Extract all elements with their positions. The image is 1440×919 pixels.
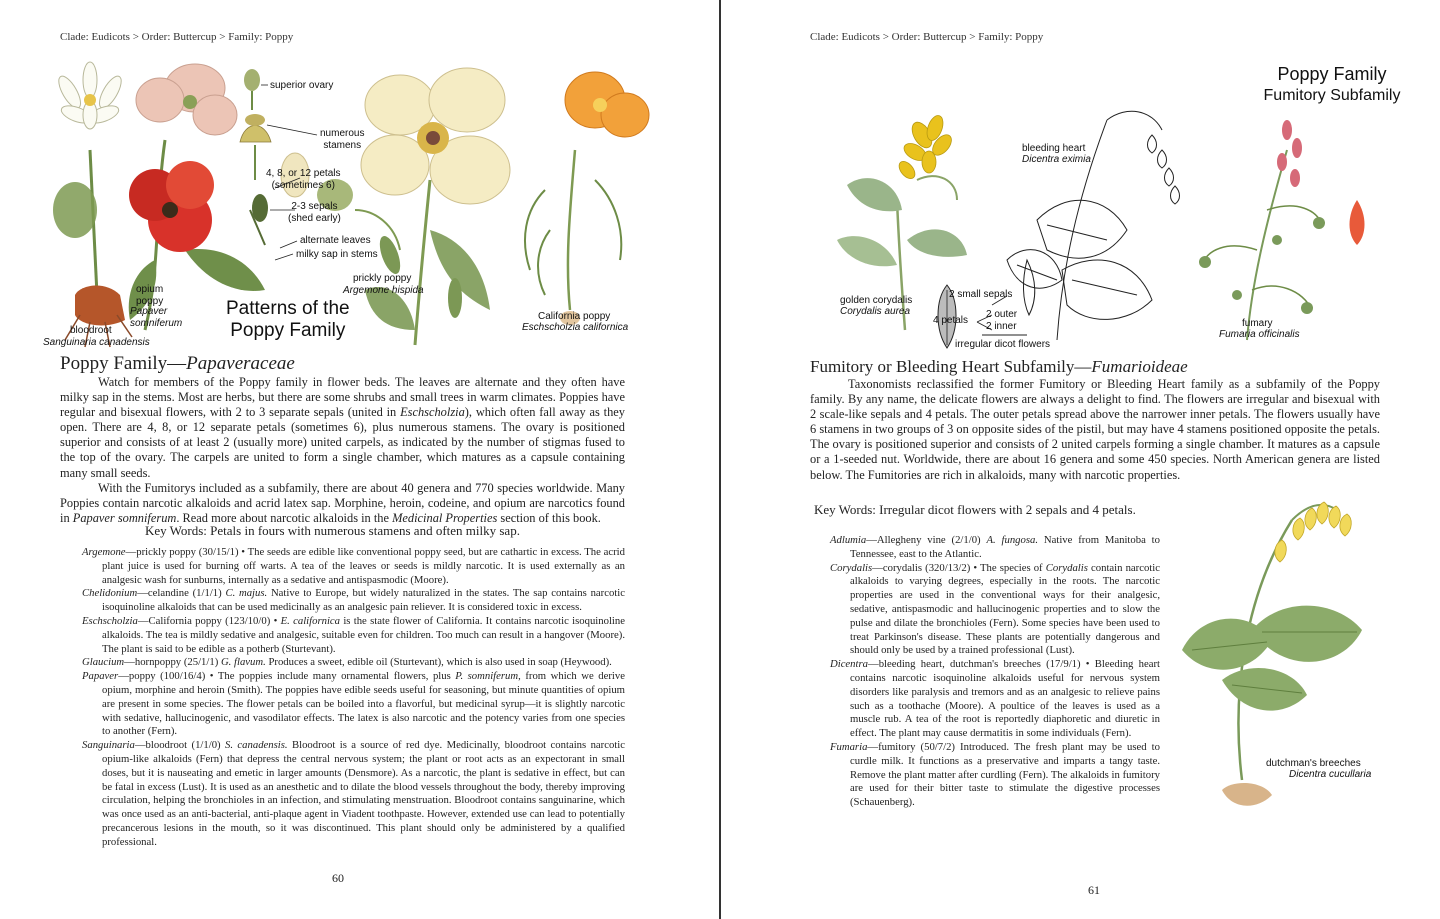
label-two-outer: 2 outer: [986, 309, 1018, 320]
body-paragraph: [60, 481, 625, 526]
label-bleeding-heart-common: bleeding heart: [1022, 143, 1086, 154]
italic-term: Medicinal Properties: [392, 510, 498, 525]
genus-list-right: [830, 534, 1160, 810]
italic-term: Sanguinaria: [82, 739, 135, 752]
text-run: Taxonomists reclassified the former Fumitory or Bleeding Heart family as a subfamily of the Poppy family. By any name, the delicate flowers are always a delight to find. The flowers are irregular and bisexual with 2 scale-like sepals and 4 petals. The outer petals spread above the narrower inner petals. The flowers usually have 6 stamens in two groups of 3 on opposite sides of the pistil, but may have 4 stamens positioned opposite the petals. The ovary is positioned superior and consists of 2 united carpels forming a single chamber. It matures as a capsule or a 1-seeded nut. Worldwide, there are about 16 genera and some 450 species. North American genera are listed below. The Fumitories are rich in alkaloids, many with narcotic properties.: [810, 377, 1380, 482]
page-number-right: 61: [1088, 883, 1100, 897]
label-four-petals: 4 petals: [933, 315, 969, 326]
text-run: —bloodroot (1/1/0): [134, 739, 225, 752]
key-words-right: Key Words: Irregular dicot flowers with 2 sepals and 4 petals.: [814, 502, 1136, 517]
text-run: —Allegheny vine (2/1/0): [866, 534, 987, 546]
text-run: is the state flower of California. It contains narcotic isoquinoline alkaloids. The tea is mildly sedative and analgesic, suitable even for children. Too much can result in a hangover (Moore). The plant is said to be edible as a potherb (Sturtevant).: [102, 614, 625, 655]
page-number-left: 60: [332, 871, 344, 885]
italic-term: Glaucium: [82, 656, 125, 669]
text-run: . Read more about narcotic alkaloids in the: [176, 510, 393, 525]
label-sepals: 2-3 sepals (shed early): [288, 201, 341, 224]
label-golden-corydalis-sci: Corydalis aurea: [840, 306, 911, 317]
italic-term: P. somniferum: [455, 670, 519, 683]
label-superior-ovary: superior ovary: [270, 80, 334, 91]
text-run: Produces a sweet, edible oil (Sturtevant), which is also used in soap (Heywood).: [265, 656, 612, 669]
genus-list-left: [82, 546, 625, 850]
fumitory-drawing: [1199, 120, 1365, 340]
label-numerous-stamens: numerous stamens: [320, 128, 365, 151]
italic-term: Adlumia: [830, 534, 867, 546]
label-prickly-poppy-sci: Argemone hispida: [343, 285, 424, 296]
body-text-left: [60, 375, 625, 526]
text-run: —bleeding heart, dutchman's breeches (17/9/1) • Bleeding heart contains narcotic isoquinoline alkaloids useful for nervous system disorders like paralysis and tremors and as an analgesic to relieve pains such as a toothache (Moore). A poultice of the leaves is used as a muscle rub. A tea of the root is reportedly diaphoretic and diuretic in effect. The plant may cause dermatitis in some individuals (Fern).: [850, 658, 1160, 740]
label-fumitory-sci: Fumaria officinalis: [1219, 329, 1300, 340]
page-header-left: Clade: Eudicots > Order: Buttercup > Family: Poppy: [60, 31, 294, 43]
section-title-main: Poppy Family—: [60, 353, 187, 374]
text-run: —California poppy (123/10/0) •: [137, 614, 281, 627]
genus-entry: [82, 587, 625, 615]
label-opium-poppy-common: opium poppy: [136, 284, 164, 307]
text-run: Bloodroot is a source of red dye. Medicinally, bloodroot contains narcotic opium-like alkaloids (Fern) that depress the central nervous system; the plant or root acts as an expectorant in small doses, but it is nauseating and emetic in larger amounts (Densmore). As a narcotic, the plant is sedative in effect, but can be fatal in excess (Lust). It is used as an anesthetic and to dilate the blood vessels throughout the body, thereby improving circulation, helping the bronchioles in an infection, and stimulating menstruation. Bloodroot contains sanguinarine, which was once used as an anti-bacterial, anti-plaque agent in Viadent toothpaste. However, extended use can lead to potentially precancerous lesions in the mouth, so it was discontinued. This plant should only be administered by a qualified professional.: [102, 739, 625, 848]
fumitory-illustration: [807, 90, 1407, 360]
right-page: [722, 0, 1440, 919]
page-header-right: Clade: Eudicots > Order: Buttercup > Family: Poppy: [810, 31, 1044, 43]
genus-entry: [830, 658, 1160, 741]
label-opium-poppy-sci: Papaver somniferum: [130, 306, 183, 329]
italic-term: Fumaria: [830, 740, 868, 753]
genus-entry: [82, 615, 625, 656]
text-run: Native to Europe, but widely naturalized in the states. The sap contains narcotic isoquinoline alkaloids that can be used medicinally as an analgesic pain reliever. It is considered toxic in excess.: [102, 587, 625, 614]
label-golden-corydalis-common: golden corydalis: [840, 295, 913, 306]
text-run: ), which often fall away as they open. There are 4, 8, or 12 separate petals (sometimes 6), plus numerous stamens. The ovary is positioned superior and consists of at least 2 (usually more) united carpels, as indicated by the number of stigmas fused to the top of the ovary. The carpels are united to form a single chamber, which matures as a capsule containing many small seeds.: [60, 405, 625, 480]
section-title-main: Fumitory or Bleeding Heart Subfamily—: [810, 357, 1092, 376]
text-run: —poppy (100/16/4) • The poppies include many ornamental flowers, plus: [118, 670, 456, 683]
left-page: [0, 0, 719, 919]
italic-term: C. majus.: [225, 587, 268, 600]
california-poppy-drawing: [525, 72, 649, 325]
italic-term: G. flavum.: [220, 656, 266, 669]
label-bloodroot-common: bloodroot: [70, 325, 112, 336]
text-run: With the Fumitorys included as a subfamily, there are about 40 genera and 770 species worldwide. Many Poppies contain narcotic alkaloids and acrid latex sap. Morphine, heroin, codeine, and opium are narcotics found in: [60, 480, 625, 525]
italic-term: Dicentra: [830, 658, 868, 671]
label-dutchmans-sci: Dicentra cucullaria: [1289, 769, 1372, 780]
illustration-title: Patterns of the Poppy Family: [226, 298, 350, 341]
italic-term: E. californica: [280, 614, 341, 627]
heading-fumitory-subfamily: Fumitory Subfamily: [1263, 87, 1401, 104]
bloodroot-drawing: [53, 62, 132, 347]
genus-entry: [82, 739, 625, 849]
label-irregular-dicot: irregular dicot flowers: [955, 339, 1051, 350]
italic-term: S. canadensis.: [225, 739, 288, 752]
heading-poppy-family: Poppy Family: [1277, 64, 1387, 84]
italic-term: Argemone: [82, 546, 126, 558]
text-run: —hornpoppy (25/1/1): [124, 656, 221, 669]
genus-entry: [830, 562, 1160, 659]
label-petals: 4, 8, or 12 petals (sometimes 6): [266, 168, 341, 191]
section-title-left: [60, 353, 295, 375]
italic-term: Eschscholzia: [400, 405, 465, 420]
body-paragraph: [810, 377, 1380, 483]
italic-term: Papaver: [82, 670, 119, 683]
label-alternate-leaves: alternate leaves: [300, 235, 371, 246]
flower-parts-drawing: [240, 69, 271, 245]
book-spine: [719, 0, 721, 919]
label-bloodroot-sci: Sanguinaria canadensis: [43, 337, 150, 348]
text-run: Native from Manitoba to Tennessee, east to the Atlantic.: [850, 534, 1160, 560]
genus-entry: [82, 546, 625, 587]
genus-entry: [82, 656, 625, 670]
genus-entry: [82, 670, 625, 739]
key-words-left: Key Words: Petals in fours with numerous stamens and often milky sap.: [145, 523, 520, 538]
text-run: , from which we derive opium, morphine and heroin (Smith). The poppies have edible seeds useful for seasoning, but minute quantities of opium are present in some species. The flower petals can be boiled into a flavorful, but medicinal syrup—it is slightly narcotic with sedative, hallucinogenic, and vasodilator effects. The latex is also narcotic and the potency varies from one species to another (Fern).: [102, 670, 625, 738]
text-run: —fumitory (50/7/2) Introduced. The fresh plant may be used to curdle milk. It functions as a preservative and imparts a tangy taste. Remove the plant matter after curdling (Fern). The alkaloids in fumitory are used for their bitter taste to stimulate the digestive processes (Schauenberg).: [850, 740, 1160, 809]
text-run: —prickly poppy (30/15/1) • The seeds are edible like conventional poppy seed, but are cathartic in excess. The acrid plant juice is used for burning off warts. A tea of the leaves or seeds is mildly narcotic. It is used externally as an analgesic wash for sunburns, internally as a sedative and antispasmodic (Moore).: [102, 546, 625, 586]
label-two-inner: 2 inner: [986, 321, 1017, 332]
section-title-right: [810, 357, 1188, 377]
label-prickly-poppy-common: prickly poppy: [353, 273, 412, 284]
italic-term: Eschscholzia: [82, 614, 138, 627]
label-two-small-sepals: 2 small sepals: [949, 289, 1013, 300]
body-text-right: [810, 377, 1380, 483]
label-milky-sap: milky sap in stems: [296, 249, 378, 260]
label-dutchmans-common: dutchman's breeches: [1266, 758, 1361, 769]
label-california-poppy-common: California poppy: [538, 311, 611, 322]
italic-term: Corydalis: [830, 561, 873, 574]
section-title-latin: Papaveraceae: [186, 353, 295, 374]
body-paragraph: [60, 375, 625, 481]
text-run: —celandine (1/1/1): [137, 587, 226, 600]
genus-entry: [830, 741, 1160, 810]
section-title-latin: Fumarioideae: [1091, 357, 1188, 376]
genus-entry: [830, 534, 1160, 562]
text-run: —corydalis (320/13/2) • The species of: [872, 561, 1046, 574]
label-fumitory-common: fumary: [1242, 318, 1273, 329]
italic-term: Papaver somniferum: [72, 510, 177, 525]
italic-term: Chelidonium: [82, 587, 138, 600]
italic-term: Corydalis: [1045, 561, 1088, 574]
label-california-poppy-sci: Eschscholzia californica: [522, 322, 629, 333]
italic-term: A. fungosa.: [986, 534, 1039, 546]
text-run: contain narcotic alkaloids to varying degrees, especially in the roots. The narcotic properties are used in the conventional ways for their analgesic, sedative, antispasmodic and hallucinogenic properties and to slow the pulse and dilate the bronchioles (Fern). Some species have been used to treat Parkinson's disease. These plants are potentially dangerous and should only be used by a trained professional (Lust).: [850, 561, 1160, 657]
text-run: section of this book.: [497, 510, 601, 525]
label-bleeding-heart-sci: Dicentra eximia: [1022, 154, 1091, 165]
text-run: Watch for members of the Poppy family in flower beds. The leaves are alternate and they often have milky sap in the stems. Most are herbs, but there are some shrubs and small trees in warm climates. Poppies have regular and bisexual flowers, with 2 to 3 separate sepals (united in: [60, 375, 625, 420]
